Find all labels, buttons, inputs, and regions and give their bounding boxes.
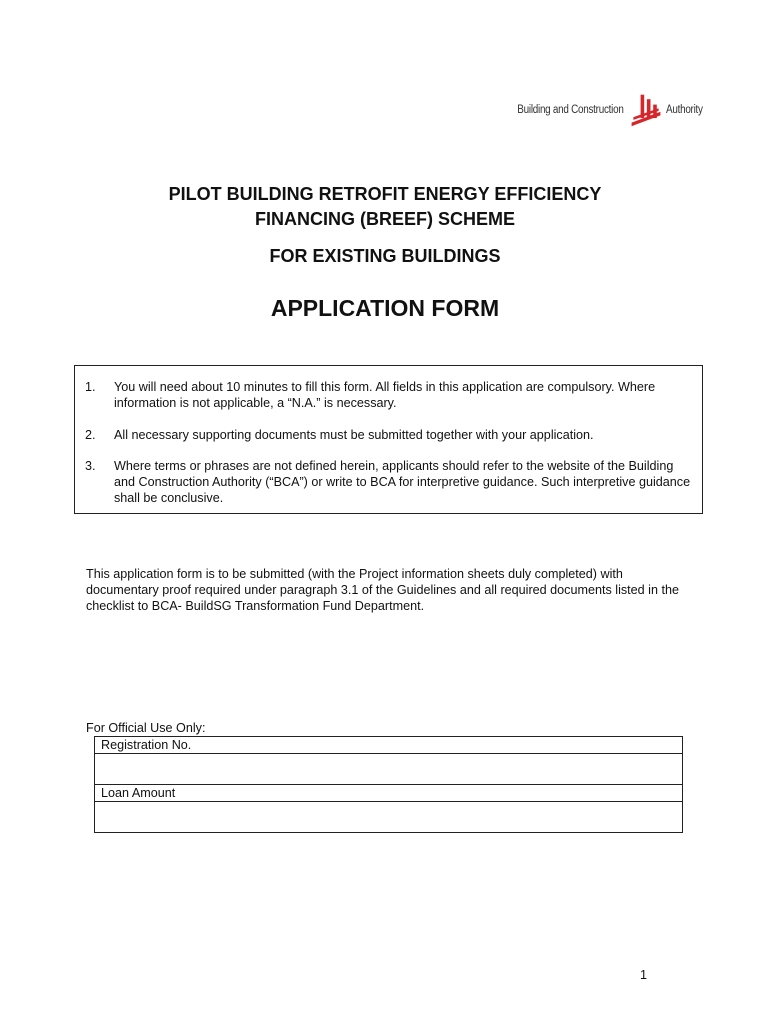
form-title: APPLICATION FORM xyxy=(270,295,500,321)
logo-text-left: Building and Construction xyxy=(517,104,624,116)
instruction-number: 2. xyxy=(85,428,96,442)
registration-field[interactable] xyxy=(95,754,683,785)
instruction-text: You will need about 10 minutes to fill this form. All fields in this application are compulsory. Where information is not applicable, a “N.A.” is necessary. xyxy=(114,380,656,411)
official-use-label: For Official Use Only: xyxy=(86,721,206,735)
loan-amount-field[interactable] xyxy=(95,802,683,833)
registration-label: Registration No. xyxy=(95,737,683,754)
submission-paragraph: This application form is to be submitted (with the Project information sheets duly completed) with documentary proof required under paragraph 3.1 of the Guidelines and all required documents listed in the checklist to BCA- BuildSG Transformation Fund Department. xyxy=(86,567,679,614)
instructions-box xyxy=(74,365,703,514)
bca-logo-icon xyxy=(628,92,664,128)
official-use-table xyxy=(94,736,683,833)
scheme-title-line1: PILOT BUILDING RETROFIT ENERGY EFFICIENCY xyxy=(168,184,602,204)
scheme-subtitle: FOR EXISTING BUILDINGS xyxy=(269,246,501,266)
instruction-text: Where terms or phrases are not defined herein, applicants should refer to the website of the Building and Construction Authority (“BCA”) or write to BCA for interpretive guidance. Such interpretive guidance shall be conclusive. xyxy=(114,459,691,506)
logo-text-right: Authority xyxy=(665,104,703,116)
instruction-number: 3. xyxy=(85,459,96,473)
scheme-title-line2: FINANCING (BREEF) SCHEME xyxy=(255,209,515,229)
loan-amount-label: Loan Amount xyxy=(95,785,683,802)
page-number: 1 xyxy=(640,968,648,982)
scheme-title xyxy=(0,182,770,232)
instruction-number: 1. xyxy=(85,380,96,394)
instruction-text: All necessary supporting documents must be submitted together with your application. xyxy=(114,428,594,442)
bca-logo xyxy=(514,92,708,128)
